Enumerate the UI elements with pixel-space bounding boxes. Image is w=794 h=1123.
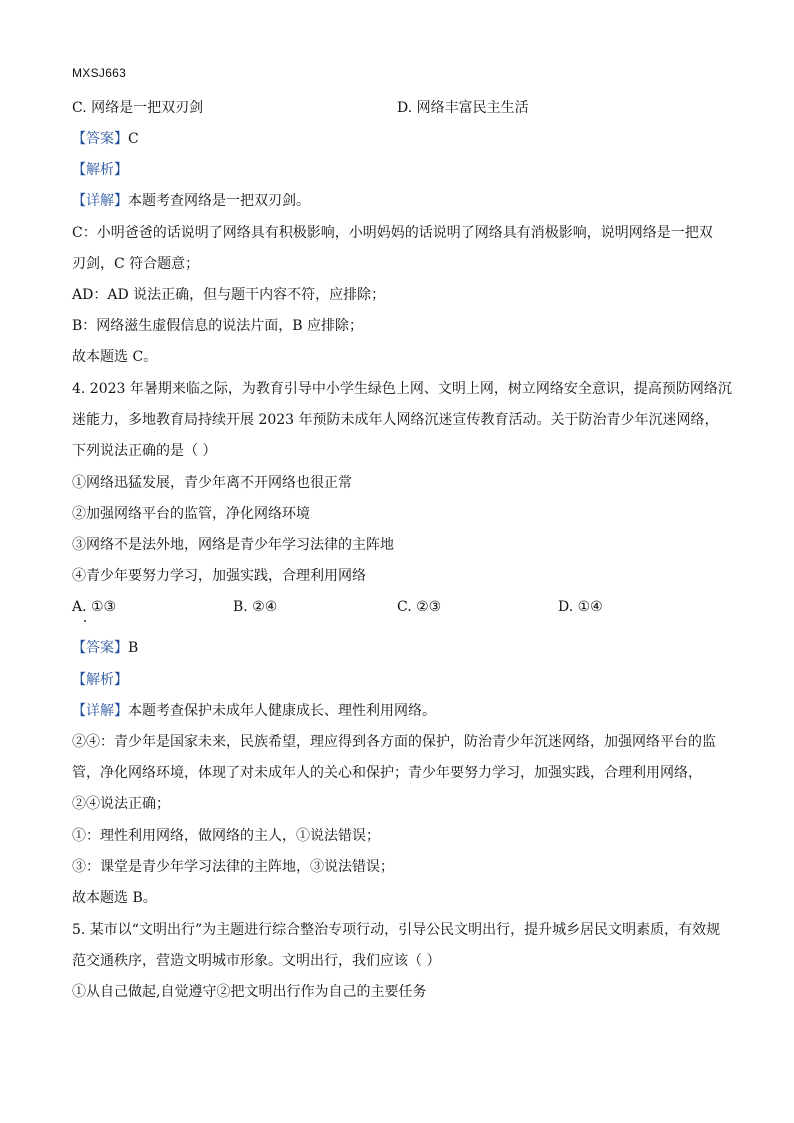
q4-stem-line: 迷能力，多地教育局持续开展 2023 年预防未成年人网络沉迷宣传教育活动。关于防治青少年沉迷网络， (72, 412, 719, 428)
q3-line: 刃剑，C 符合题意； (72, 256, 200, 272)
q4-line: 管，净化网络环境，体现了对未成年人的关心和保护；青少年要努力学习，加强实践，合理利用网络， (72, 765, 702, 781)
q5-stem-line: 范交通秩序，营造文明城市形象。文明出行，我们应该（ ） (72, 953, 441, 969)
q3-line: 故本题选 C。 (72, 349, 158, 365)
q4-line: ②④说法正确； (72, 796, 170, 812)
document-code: MXSJ663 (72, 66, 127, 80)
q4-line: 故本题选 B。 (72, 890, 157, 906)
q4-detail (72, 701, 722, 721)
detail-tag: 【详解】 (72, 193, 128, 209)
q4-option-a: A. ①③ (72, 599, 117, 615)
detail-text: 本题考查网络是一把双刃剑。 (128, 193, 310, 209)
q4-statement: ③网络不是法外地，网络是青少年学习法律的主阵地 (72, 537, 394, 553)
q4-statement: ②加强网络平台的监管，净化网络环境 (72, 506, 310, 522)
answer-value: C (128, 131, 139, 147)
answer-value: B (128, 640, 139, 656)
q4-statement: ①网络迅猛发展，青少年离不开网络也很正常 (72, 475, 352, 491)
q3-option-d: D. 网络丰富民主生活 (397, 100, 529, 116)
q3-line: AD：AD 说法正确，但与题干内容不符，应排除； (72, 287, 386, 303)
detail-text: 本题考查保护未成年人健康成长、理性利用网络。 (128, 703, 436, 719)
answer-tag: 【答案】 (72, 640, 128, 656)
q4-line: ①：理性利用网络，做网络的主人，①说法错误； (72, 828, 380, 844)
analysis-tag: 【解析】 (72, 162, 128, 178)
stray-dot (84, 620, 86, 622)
answer-tag: 【答案】 (72, 131, 128, 147)
q3-detail (72, 191, 722, 211)
q5-statement: ①从自己做起,自觉遵守②把文明出行作为自己的主要任务 (72, 984, 427, 1000)
analysis-tag: 【解析】 (72, 672, 128, 688)
q4-answer (72, 638, 722, 658)
q3-option-c: C. 网络是一把双刃剑 (72, 100, 204, 116)
q4-option-c: C. ②③ (397, 599, 442, 615)
q4-stem-line: 4. 2023 年暑期来临之际，为教育引导中小学生绿色上网、文明上网，树立网络安全意识，提高预防网络沉 (72, 381, 732, 397)
q3-analysis (72, 160, 722, 180)
q3-line: B：网络滋生虚假信息的说法片面，B 应排除； (72, 318, 364, 334)
q4-line: ③：课堂是青少年学习法律的主阵地，③说法错误； (72, 859, 394, 875)
q4-option-d: D. ①④ (558, 599, 603, 615)
q5-stem-line: 5. 某市以“文明出行”为主题进行综合整治专项行动，引导公民文明出行，提升城乡居民文明素质，有效规 (72, 922, 721, 938)
q3-answer (72, 129, 722, 149)
detail-tag: 【详解】 (72, 703, 128, 719)
q4-option-b: B. ②④ (233, 599, 278, 615)
q4-statement: ④青少年要努力学习，加强实践，合理利用网络 (72, 568, 366, 584)
q4-analysis (72, 670, 722, 690)
q4-stem-line: 下列说法正确的是（ ） (72, 443, 217, 459)
q3-line: C：小明爸爸的话说明了网络具有积极影响，小明妈妈的话说明了网络具有消极影响，说明网络是一把双 (72, 225, 713, 241)
q4-line: ②④：青少年是国家未来，民族希望，理应得到各方面的保护，防治青少年沉迷网络，加强网络平台的监 (72, 734, 716, 750)
